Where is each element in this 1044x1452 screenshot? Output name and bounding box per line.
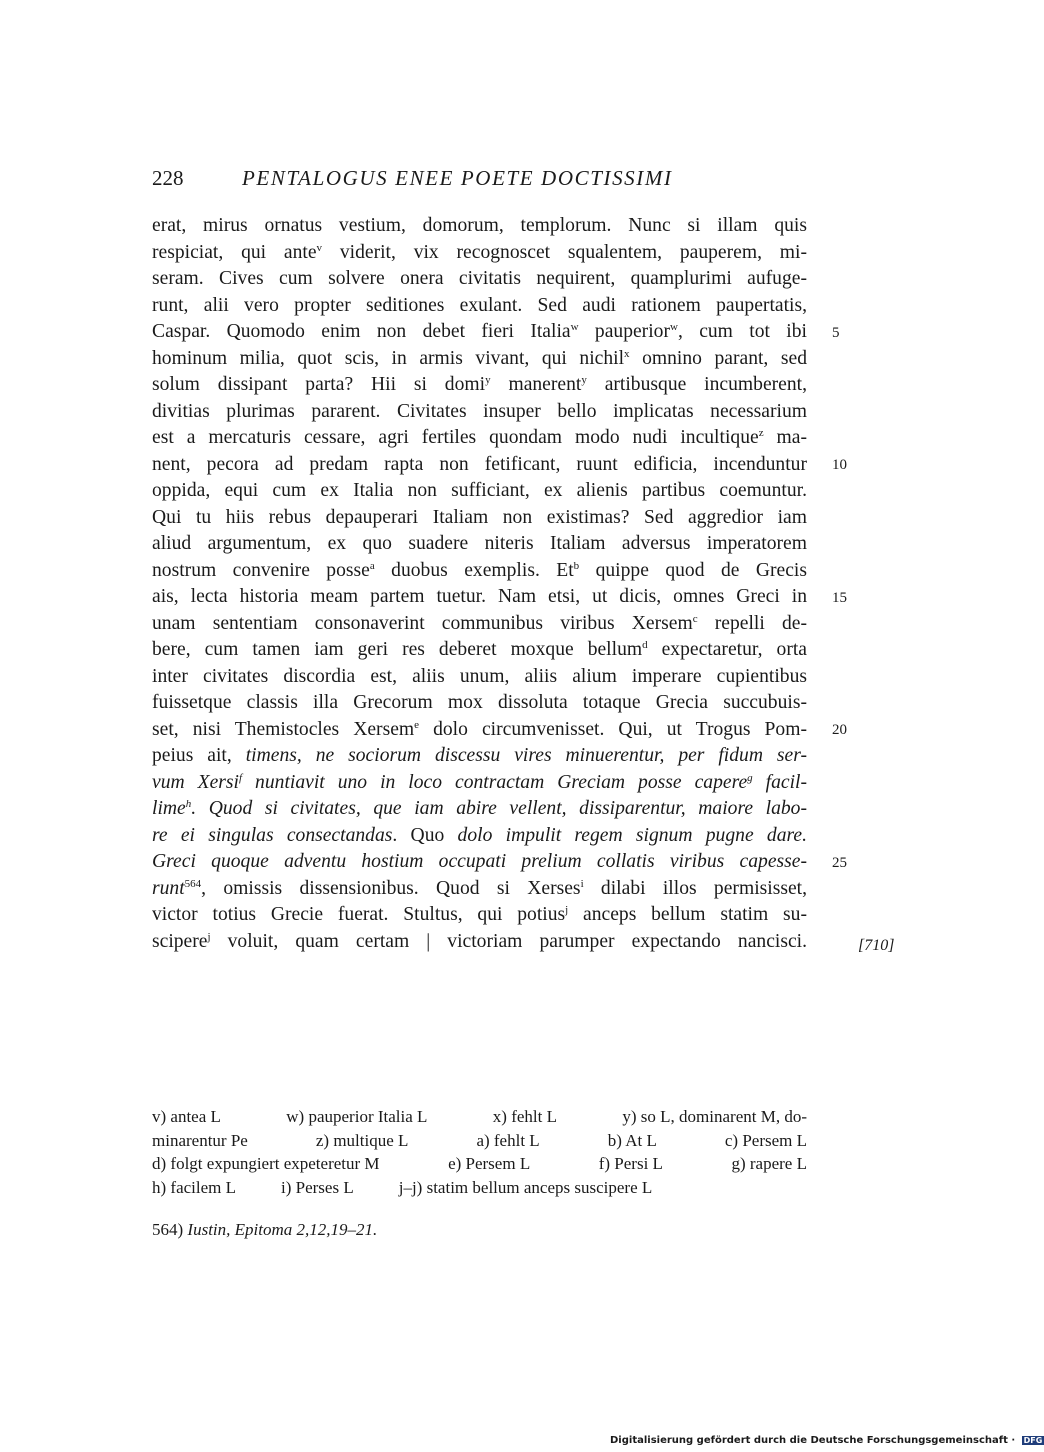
text-line: fuissetque classis illa Grecorum mox dissoluta totaque Grecia succubuis- bbox=[152, 692, 807, 713]
text-line: seram. Cives cum solvere onera civitatis nequirent, quamplurimi aufuge- bbox=[152, 268, 807, 289]
text-line: aliud argumentum, ex quo suadere niteris Italiam adversus imperatorem bbox=[152, 533, 807, 554]
text-line: victor totius Grecie fuerat. Stultus, qui potius$^j$ anceps bellum statim su- bbox=[152, 904, 807, 925]
text-line: ais, lecta historia meam partem tuetur. Nam etsi, ut dicis, omnes Greci in bbox=[152, 586, 807, 607]
text-line: runt, alii vero propter seditiones exulant. Sed audi rationem paupertatis, bbox=[152, 294, 807, 316]
text-line: respiciat, qui ante$^v$ viderit, vix recognoscet squalentem, pauperem, mi- bbox=[152, 241, 807, 263]
text-line: est a mercaturis cessare, agri fertiles quondam modo nudi incultique$^z$ ma- bbox=[152, 427, 807, 448]
page-number: 228 bbox=[152, 166, 184, 190]
footnote-text: Iustin, Epitoma 2,12,19–21. bbox=[187, 1220, 378, 1239]
text-line: inter civitates discordia est, aliis unum, aliis alium imperare cupientibus bbox=[152, 665, 807, 687]
main-text bbox=[152, 213, 807, 955]
line-number: 25 bbox=[832, 855, 847, 871]
apparatus-ref: v bbox=[316, 241, 323, 254]
apparatus-line: v) antea L w) pauperior Italia L x) fehlt L y) so L, dominarent M, do- bbox=[152, 1107, 807, 1126]
text-line: set, nisi Themistocles Xersem$^e$ dolo circumvenisset. Qui, ut Trogus Pom- bbox=[152, 718, 807, 740]
text-line: vum Xersi$^f$ nuntiavit uno in loco contractam Greciam posse capere$^g$ facil- bbox=[152, 771, 808, 793]
text-line: bere, cum tamen iam geri res deberet moxque bellum$^d$ expectaretur, orta bbox=[152, 639, 807, 660]
footnote-ref: 564 bbox=[184, 877, 202, 890]
text-line: erat, mirus ornatus vestium, domorum, templorum. Nunc si illam quis bbox=[152, 215, 807, 236]
text-line: oppida, equi cum ex Italia non sufficiant, ex alienis partibus coemuntur. bbox=[152, 480, 807, 501]
dfg-logo: DFG bbox=[1023, 1436, 1043, 1445]
text-line: runt$^{564}$, omissis dissensionibus. Quod si Xerses$^i$ dilabi illos permisisset, bbox=[152, 877, 807, 899]
text-line: unam sententiam consonaverint communibus viribus Xersem$^c$ repelli de- bbox=[152, 612, 807, 634]
apparatus-line: d) folgt expungiert expeteretur M e) Persem L f) Persi L g) rapere L bbox=[152, 1154, 807, 1173]
dfg-notice: Digitalisierung gefördert durch die Deutsche Forschungsgemeinschaft · DFG bbox=[610, 1435, 1043, 1446]
text-line: Greci quoque adventu hostium occupati prelium collatis viribus capesse- bbox=[152, 851, 807, 872]
text-line: scipere$^j$ voluit, quam certam | victoriam parumper expectando nancisci. bbox=[152, 930, 807, 952]
line-number: 10 bbox=[832, 457, 847, 473]
margin-page-reference: [710] bbox=[858, 937, 895, 954]
running-title: PENTALOGUS ENEE POETE DOCTISSIMI bbox=[242, 166, 673, 190]
line-number: 5 bbox=[832, 325, 840, 341]
text-line: divitias plurimas pararent. Civitates insuper bello implicatas necessarium bbox=[152, 400, 807, 422]
text-line: nostrum convenire posse$^a$ duobus exemplis. Et$^b$ quippe quod de Grecis bbox=[152, 559, 807, 581]
text-line: nent, pecora ad predam rapta non fetificant, ruunt edificia, incenduntur bbox=[152, 453, 807, 475]
running-header bbox=[152, 163, 812, 193]
line-number: 20 bbox=[832, 722, 847, 738]
text-line: Qui tu hiis rebus depauperari Italiam non existimas? Sed aggredior iam bbox=[152, 506, 807, 528]
apparatus-line: h) facilem L i) Perses L j–j) statim bellum anceps suscipere L bbox=[152, 1177, 653, 1197]
footnote-number: 564) bbox=[152, 1220, 184, 1239]
text-line: lime$^h$. Quod si civitates, que iam abire vellent, dissiparentur, maiore labo- bbox=[152, 798, 807, 819]
text-line: re ei singulas consectandas. Quo dolo impulit regem signum pugne dare. bbox=[152, 824, 807, 846]
critical-apparatus bbox=[152, 1105, 807, 1199]
text-line: peius ait, timens, ne sociorum discessu vires minuerentur, per fidum ser- bbox=[152, 745, 808, 766]
text-line: solum dissipant parta? Hii si domi$^y$ manerent$^y$ artibusque incumberent, bbox=[152, 374, 807, 395]
apparatus-line: minarentur Pe z) multique L a) fehlt L b) At L c) Persem L bbox=[152, 1130, 807, 1150]
text-line: Caspar. Quomodo enim non debet fieri Italia$^w$ pauperior$^w$, cum tot ibi bbox=[152, 321, 807, 342]
footnote bbox=[152, 1218, 377, 1242]
text-line: hominum milia, quot scis, in armis vivant, qui nichil$^x$ omnino parant, sed bbox=[152, 347, 807, 369]
line-number: 15 bbox=[832, 590, 847, 606]
